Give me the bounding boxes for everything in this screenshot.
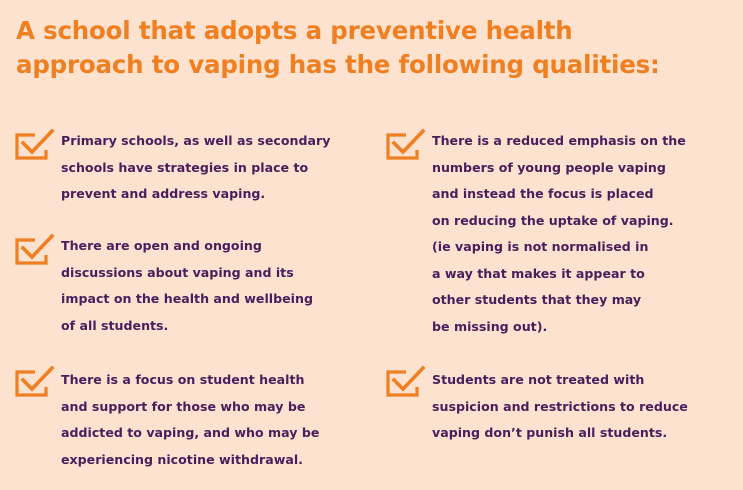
item-text (432, 367, 688, 447)
item-line: on reducing the uptake of vaping. (432, 212, 674, 228)
item-line: impact on the health and wellbeing (61, 291, 313, 306)
item-line: experiencing nicotine withdrawal. (61, 451, 303, 467)
checkbox-check-icon (14, 364, 56, 398)
page-heading (16, 14, 731, 82)
item-line: There are open and ongoing (61, 238, 262, 253)
heading-line-2: approach to vaping has the following qualities: (16, 50, 660, 79)
item-line: (ie vaping is not normalised in (432, 239, 649, 254)
item-line: Students are not treated with (432, 372, 645, 387)
item-line: Primary schools, as well as secondary (61, 133, 331, 148)
checkbox-check-icon (385, 364, 427, 398)
item-line: discussions about vaping and its (61, 264, 294, 280)
checkbox-check-icon (14, 232, 56, 266)
item-text (432, 128, 686, 340)
checkbox-check-icon (14, 127, 56, 161)
item-line: addicted to vaping, and who may be (61, 425, 320, 440)
item-line: There is a reduced emphasis on the (432, 133, 686, 148)
item-line: There is a focus on student health (61, 372, 305, 387)
item-line: a way that makes it appear to (432, 265, 645, 281)
item-text (61, 128, 330, 208)
item-line: vaping don’t punish all students. (432, 425, 668, 440)
item-line: other students that they may (432, 292, 642, 307)
item-line: suspicion and restrictions to reduce (432, 398, 688, 414)
heading-line-1: A school that adopts a preventive health (16, 16, 573, 45)
item-line: prevent and address vaping. (61, 186, 266, 201)
item-line: numbers of young people vaping (432, 159, 666, 175)
item-line: be missing out). (432, 318, 548, 334)
item-line: and instead the focus is placed (432, 186, 654, 201)
item-line: schools have strategies in place to (61, 159, 309, 175)
item-line: of all students. (61, 317, 169, 333)
item-text (61, 367, 319, 473)
checkbox-check-icon (385, 127, 427, 161)
item-line: and support for those who may be (61, 398, 306, 414)
item-text (61, 233, 313, 339)
